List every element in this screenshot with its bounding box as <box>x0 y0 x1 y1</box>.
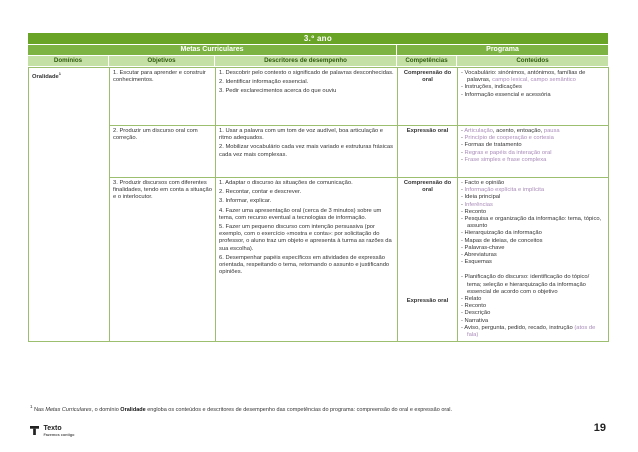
conteudo-item: - Descrição <box>461 310 605 317</box>
descritor-item: 2. Recontar, contar e descrever. <box>219 189 302 196</box>
table-row <box>29 68 609 126</box>
descritores-cell <box>216 178 398 342</box>
conteudo-item: - Ideia principal <box>461 194 605 201</box>
conteudo-item: - Planificação do discurso: identificação do tópico/ tema; seleção e hierarquização da informação essencial de acordo com o objetivo <box>461 274 605 296</box>
conteudo-item: - Palavras-chave <box>461 245 605 252</box>
descritor-item: 2. Identificar informação essencial. <box>219 79 309 86</box>
conteudo-item: - Mapas de ideias, de conceitos <box>461 238 605 245</box>
conteudo-item: - Esquemas <box>461 259 605 266</box>
objetivo-text: 2. Produzir um discurso oral com correção. <box>113 128 198 142</box>
texto-logo-icon <box>30 426 39 435</box>
domain-cell <box>29 68 110 342</box>
competencia-cell <box>398 68 458 126</box>
conteudo-item: - Frase simples e frase complexa <box>461 157 605 164</box>
objetivo-cell <box>110 126 216 178</box>
descritor-item: 1. Usar a palavra com um tom de voz audível, boa articulação e ritmo adequados. <box>219 128 384 142</box>
descritor-item: 2. Mobilizar vocabulário cada vez mais variado e estruturas frásicas cada vez mais complexas. <box>219 144 393 158</box>
objetivo-text: 1. Escutar para aprender e construir conhecimentos. <box>113 70 206 84</box>
descritor-item: 3. Pedir esclarecimentos acerca do que ouviu <box>219 88 337 95</box>
section-header-row <box>28 45 608 55</box>
objetivo-cell <box>110 68 216 126</box>
descritor-item: 5. Fazer um pequeno discurso com intenção persuasiva (por exemplo, com o exercício «mostra e conta»: por solicitação do professor, o aluno traz um objeto e apresenta à turma as razões da sua escolha). <box>219 224 392 252</box>
conteudo-item: - Abreviaturas <box>461 252 605 259</box>
descritores-cell <box>216 68 398 126</box>
conteudo-item: - Instruções, indicações <box>461 84 605 91</box>
logo-name: Texto Fazemos contigo <box>43 424 75 437</box>
conteudo-item: - Pesquisa e organização da informação: tema, tópico, assunto <box>461 216 605 230</box>
conteudo-item: - Articulação, acento, entoação, pausa <box>461 128 605 135</box>
domain-label: Oralidade <box>32 73 59 80</box>
page-number: 19 <box>593 422 606 434</box>
col-descritores: Descritores de desempenho <box>215 56 396 66</box>
col-conteudos: Conteúdos <box>457 56 608 66</box>
objetivo-cell <box>110 178 216 342</box>
conteudo-item: - Vocabulário: sinónimos, antónimos, famílias de palavras, campo lexical, campo semântico <box>461 70 605 84</box>
curriculum-table <box>28 67 609 342</box>
conteudo-item: - Inferências <box>461 202 605 209</box>
conteudo-item: - Facto e opinião <box>461 180 605 187</box>
objetivo-text: 3. Produzir discursos com diferentes finalidades, tendo em conta a situação e o interlocutor. <box>113 180 212 201</box>
programa-header: Programa <box>397 45 608 55</box>
year-banner: 3.º ano <box>28 33 608 44</box>
descritores-cell <box>216 126 398 178</box>
conteudo-item: - Narrativa <box>461 318 605 325</box>
footnote: $^1$ Nas Metas Curriculares, o domínio Oralidade engloba os conteúdos e descritores de desempenho das competências do programa: compreensão do oral e expressão oral. <box>30 404 453 413</box>
conteudo-item: - Reconto <box>461 303 605 310</box>
conteudo-item: - Relato <box>461 296 605 303</box>
competencia-cell <box>398 178 458 342</box>
col-objetivos: Objetivos <box>109 56 214 66</box>
footnote-mark: 1 <box>30 404 33 409</box>
competencia-label: Expressão oral <box>406 298 449 305</box>
col-competencias: Competências <box>397 56 456 66</box>
conteudos-cell <box>458 126 609 178</box>
descritor-item: 6. Desempenhar papéis específicos em atividades de expressão orientada, respeitando o tema, retomando o assunto e justificando opiniões. <box>219 254 390 276</box>
descritor-item: 3. Informar, explicar. <box>219 198 272 205</box>
descritor-item: 4. Fazer uma apresentação oral (cerca de 3 minutos) sobre um tema, com recurso eventual a tecnologias de informação. <box>219 207 382 221</box>
conteudo-item: - Reconto <box>461 209 605 216</box>
competencia-cell <box>398 126 458 178</box>
conteudos-cell <box>458 68 609 126</box>
conteudo-item: - Hierarquização da informação <box>461 230 605 237</box>
column-header-row <box>28 56 608 66</box>
conteudo-item: - Formas de tratamento <box>461 142 605 149</box>
competencia-label: Expressão oral <box>406 128 449 134</box>
table-row <box>29 178 609 342</box>
conteudo-item: - Informação explícita e implícita <box>461 187 605 194</box>
conteudo-item: - Aviso, pergunta, pedido, recado, instrução (atos de fala) <box>461 325 605 339</box>
conteudo-item: - Informação essencial e acessória <box>461 92 605 99</box>
metas-header: Metas Curriculares <box>28 45 396 55</box>
competencia-label: Compreensão do oral <box>403 180 452 194</box>
descritor-item: 1. Descobrir pelo contexto o significado de palavras desconhecidas. <box>219 70 394 76</box>
table-row <box>29 126 609 178</box>
descritor-item: 1. Adaptar o discurso às situações de comunicação. <box>219 180 353 186</box>
domain-footnote-mark: 1 <box>58 71 61 76</box>
conteudos-cell <box>458 178 609 342</box>
logo-tagline: Fazemos contigo <box>43 432 75 437</box>
publisher-logo <box>30 422 74 440</box>
conteudo-item: - Princípio de cooperação e cortesia <box>461 135 605 142</box>
conteudo-item: - Regras e papéis da interação oral <box>461 150 605 157</box>
competencia-label: Compreensão do oral <box>403 70 452 84</box>
col-dominios: Domínios <box>28 56 108 66</box>
